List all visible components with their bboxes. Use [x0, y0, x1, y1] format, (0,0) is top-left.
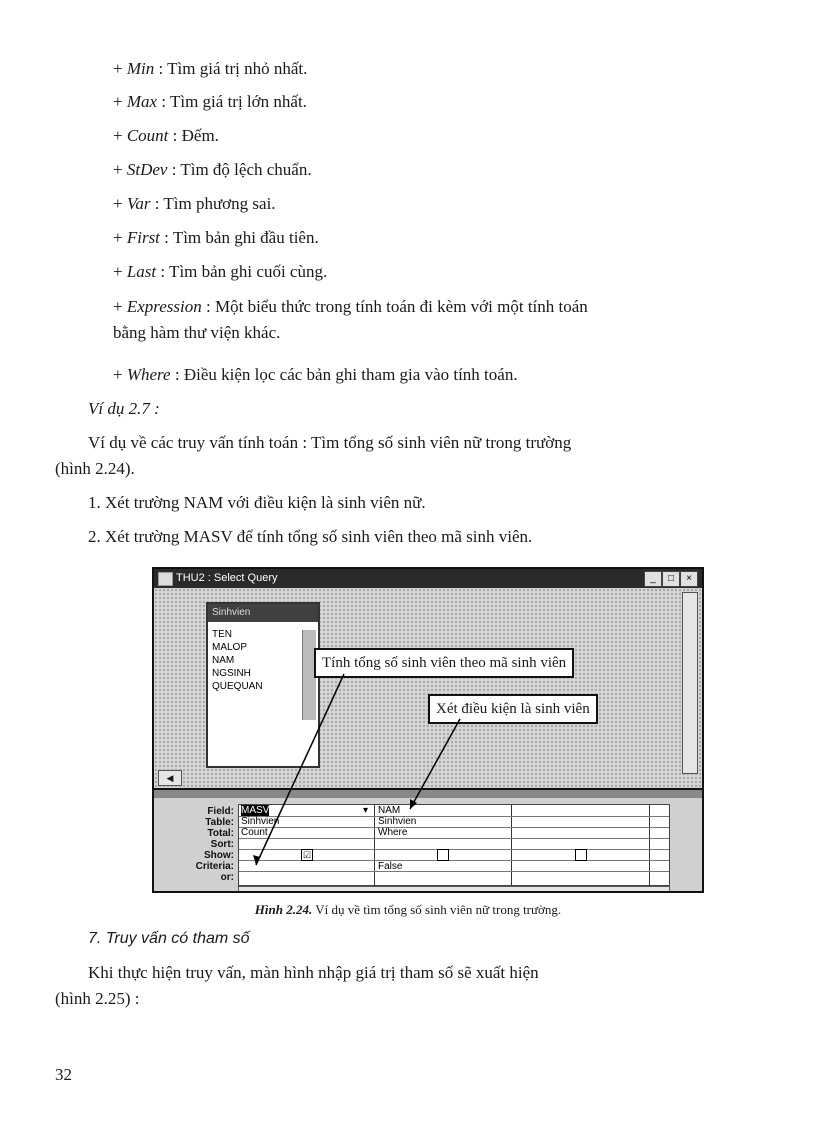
example-para-cont: (hình 2.24). [55, 459, 135, 478]
scroll-left-icon[interactable]: ◀ [158, 770, 182, 786]
arrow-to-nam [410, 719, 460, 809]
callout-count: Tính tổng số sinh viên theo mã sinh viên [314, 648, 574, 678]
example-step-2: 2. Xét trường MASV để tính tổng số sinh viên theo mã sinh viên. [88, 527, 533, 546]
row-label-table: Table: [205, 817, 234, 828]
row-label-total: Total: [207, 828, 234, 839]
bullet-expression: + Expression : Một biểu thức trong tính toán đi kèm với một tính toán [113, 297, 588, 316]
col2-total-cell[interactable]: Where [378, 827, 408, 838]
bullet-first: + First : Tìm bản ghi đầu tiên. [113, 228, 319, 247]
field-item[interactable]: QUEQUAN [212, 681, 263, 692]
query-window-figure [152, 567, 704, 893]
bullet-where: + Where : Điều kiện lọc các bản ghi tham gia vào tính toán. [113, 365, 518, 384]
bullet-min: + Min : Tìm giá trị nhỏ nhất. [113, 59, 308, 78]
field-item[interactable]: NGSINH [212, 668, 251, 679]
arrow-to-count [256, 674, 344, 865]
caption-label: Hình 2.24. [254, 902, 313, 917]
section-para-cont: (hình 2.25) : [55, 989, 140, 1008]
bullet-expression-cont: bằng hàm thư viện khác. [113, 323, 281, 342]
section-heading: 7. Truy vấn có tham số [88, 930, 250, 947]
window-title: THU2 : Select Query [176, 572, 278, 584]
bullet-stdev: + StDev : Tìm độ lệch chuẩn. [113, 160, 312, 179]
field-item[interactable]: NAM [212, 655, 235, 666]
col2-field-cell[interactable]: NAM [378, 805, 401, 816]
field-item[interactable]: TEN [212, 629, 232, 640]
row-label-show: Show: [204, 850, 234, 861]
example-title: Ví dụ 2.7 : [88, 399, 160, 418]
bullet-count: + Count : Đếm. [113, 126, 219, 145]
col1-field-cell[interactable]: MASV [241, 805, 270, 816]
col2-criteria-cell[interactable]: False [378, 861, 403, 872]
page-number: 32 [55, 1065, 72, 1084]
row-label-field: Field: [207, 806, 234, 817]
example-para: Ví dụ về các truy vấn tính toán : Tìm tổng số sinh viên nữ trong trường [88, 433, 572, 452]
callout-where: Xét điều kiện là sinh viên [428, 694, 598, 724]
caption-text: Ví dụ về tìm tổng số sinh viên nữ trong trường. [312, 902, 562, 917]
row-label-or: or: [220, 872, 234, 883]
col2-table-cell[interactable]: Sinhvien [378, 816, 417, 827]
bullet-var: + Var : Tìm phương sai. [113, 194, 276, 213]
minimize-button[interactable]: _ [644, 571, 662, 587]
example-step-1: 1. Xét trường NAM với điều kiện là sinh viên nữ. [88, 493, 426, 512]
bullet-last: + Last : Tìm bản ghi cuối cùng. [113, 262, 328, 281]
col1-show-checkbox[interactable]: ☑ [302, 850, 312, 860]
row-label-criteria: Criteria: [195, 861, 234, 872]
field-list-header: Sinhvien [208, 604, 318, 622]
callout-arrows [154, 569, 702, 891]
field-item[interactable]: MALOP [212, 642, 248, 653]
close-button[interactable]: × [680, 571, 698, 587]
bullet-max: + Max : Tìm giá trị lớn nhất. [113, 92, 307, 111]
maximize-button[interactable]: □ [662, 571, 680, 587]
col1-total-cell[interactable]: Count [241, 827, 268, 838]
arrow-head-nam [410, 799, 417, 809]
row-label-sort: Sort: [210, 839, 234, 850]
section-para: Khi thực hiện truy vấn, màn hình nhập giá trị tham số sẽ xuất hiện [88, 963, 539, 982]
col1-table-cell[interactable]: Sinhvien [241, 816, 280, 827]
col1-dropdown-icon[interactable]: ▾ [363, 805, 369, 816]
figure-caption [0, 902, 816, 918]
